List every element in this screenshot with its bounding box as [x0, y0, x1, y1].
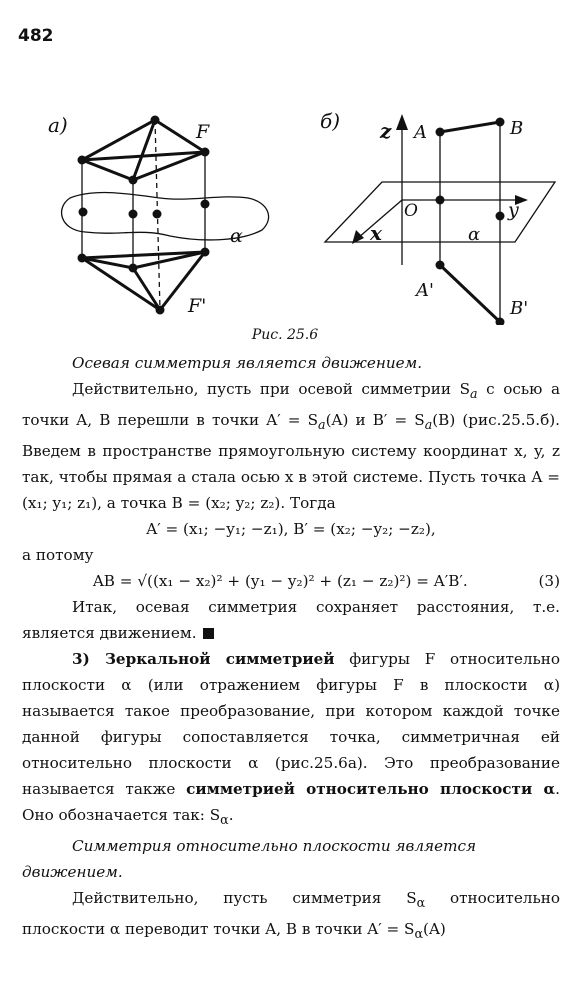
body-text [22, 350, 560, 947]
proof-axial: Действительно, пусть при осевой симметрии $S_a$ с осью a точки A, B перешли в точки $A' = S_a(A)$ и $B' = S_a(B)$ (рис.25.5.б). Введем в пространстве прямоугольную систему координат x, y, z так, чтобы прямая a стала осью x в этой системе. Пусть точка A = (x₁; y₁; z₁), а точка B = (x₂; y₂; z₂). Тогда [22, 380, 561, 513]
panel-a-label: a) [48, 113, 68, 137]
statement-mirror: Симметрия относительно плоскости является движением. [22, 837, 477, 882]
conclusion-axial: Итак, осевая симметрия сохраняет расстояния, т.е. является движением. [22, 598, 560, 643]
label-B: B [510, 118, 524, 139]
panel-b [320, 109, 555, 325]
statement-axial: Осевая симметрия является движением. [72, 354, 423, 372]
page-number: 482 [18, 26, 54, 46]
therefore: а потому [22, 546, 94, 565]
label-F: F [196, 121, 210, 143]
label-alpha-a: α [230, 225, 243, 247]
label-F-prime: F' [188, 295, 207, 317]
formula-distance: AB = √((x₁ − x₂)² + (y₁ − y₂)² + (z₁ − z₂)²) = A′B′. (3) [22, 568, 560, 594]
equation-number: (3) [538, 572, 560, 591]
figure-caption: Рис. 25.6 [251, 327, 319, 343]
figure-25-6 [0, 90, 570, 325]
label-alpha-b: α [468, 224, 481, 245]
panel-b-label: б) [320, 109, 341, 133]
definition-mirror: 3) Зеркальной симметрией фигуры F относительно плоскости α (или отражением фигуры F в плоскости α) называется такое преобразование, при котором каждой точке данной фигуры сопоставляется точка, симметричная ей относительно плоскости α (рис.25.6а). Это преобразование называется также симметрией относительно плоскости α. Оно обозначается так: $S_\alpha$. [22, 650, 561, 828]
qed-square [203, 628, 214, 639]
label-A-prime: A' [416, 280, 434, 301]
label-O: O [404, 201, 418, 221]
label-z: z [380, 119, 392, 143]
panel-a [48, 113, 269, 317]
formula-image-coords: A′ = (x₁; −y₁; −z₁), B′ = (x₂; −y₂; −z₂), [146, 520, 436, 539]
label-x: x [370, 221, 382, 245]
label-y: y [508, 199, 519, 221]
label-B-prime: B' [510, 298, 529, 319]
label-A: A [414, 122, 427, 143]
proof-mirror: Действительно, пусть симметрия $S_\alpha$ относительно плоскости α переводит точки A, B в точки $A' = S_\alpha(A)$ [22, 889, 560, 942]
